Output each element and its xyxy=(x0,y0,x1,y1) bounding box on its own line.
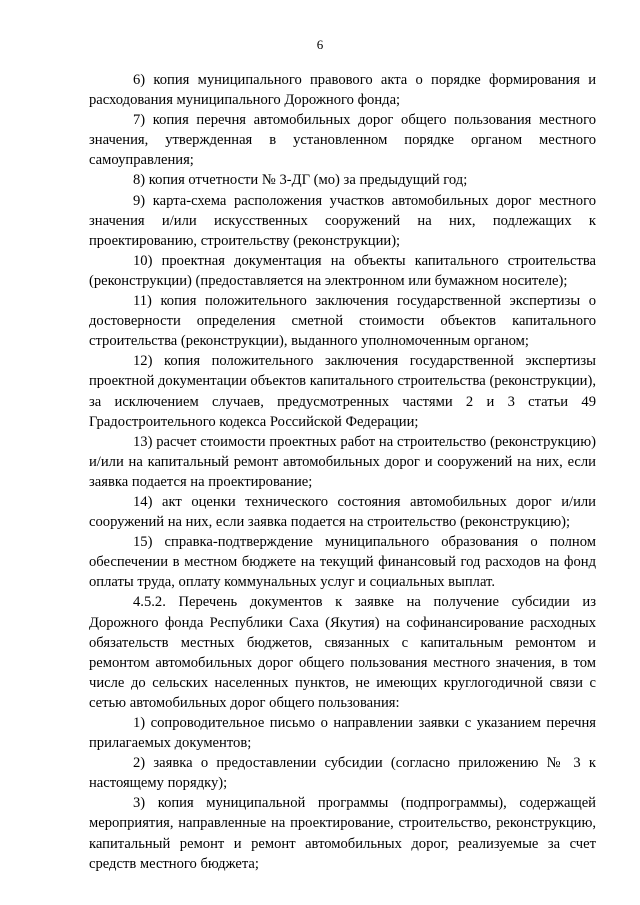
list-item: 14) акт оценки технического состояния автомобильных дорог и/или сооружений на них, если заявка подается на строительство (реконструкцию); xyxy=(89,493,596,531)
list-item: 7) копия перечня автомобильных дорог общего пользования местного значения, утвержденная в установленном порядке органом местного самоуправления; xyxy=(89,112,596,169)
list-item: 2) заявка о предоставлении субсидии (согласно приложению № 3 к настоящему порядку); xyxy=(89,755,596,792)
list-item: 11) копия положительного заключения государственной экспертизы о достоверности определения сметной стоимости объектов капитального строительства (реконструкции), выданного уполномоченным органом; xyxy=(89,293,596,350)
list-item: 6) копия муниципального правового акта о порядке формирования и расходования муниципального Дорожного фонда; xyxy=(89,72,596,109)
section-paragraph: 4.5.2. Перечень документов к заявке на получение субсидии из Дорожного фонда Республики Саха (Якутия) на софинансирование расходных обязательств местных бюджетов, связанных с капитальным ремонтом и ремонтом автомобильных дорог общего пользования местного значения, в том числе до сельских населенных пунктов, не имеющих круглогодичной связи с сетью автомобильных дорог общего пользования: xyxy=(89,594,596,711)
document-body xyxy=(89,70,596,874)
list-item: 1) сопроводительное письмо о направлении заявки с указанием перечня прилагаемых документов; xyxy=(89,715,596,752)
list-item: 12) копия положительного заключения государственной экспертизы проектной документации объектов капитального строительства (реконструкции), за исключением случаев, предусмотренных частями 2 и 3 статьи 49 Градостроительного кодекса Российской Федерации; xyxy=(89,353,596,430)
list-item: 15) справка-подтверждение муниципального образования о полном обеспечении в местном бюджете на текущий финансовый год расходов на фонд оплаты труда, оплату коммунальных услуг и социальных выплат. xyxy=(89,534,596,591)
list-item: 8) копия отчетности № 3-ДГ (мо) за предыдущий год; xyxy=(133,172,468,189)
list-item: 10) проектная документация на объекты капитального строительства (реконструкции) (предоставляется на электронном или бумажном носителе); xyxy=(89,252,596,289)
list-item: 13) расчет стоимости проектных работ на строительство (реконструкцию) и/или на капитальный ремонт автомобильных дорог и сооружений на них, если заявка подается на проектирование; xyxy=(89,433,596,490)
list-item: 9) карта-схема расположения участков автомобильных дорог местного значения и/или искусственных сооружений на них, подлежащих к проектированию, строительству (реконструкции); xyxy=(89,192,596,249)
list-item: 3) копия муниципальной программы (подпрограммы), содержащей мероприятия, направленные на проектирование, строительство, реконструкцию, капитальный ремонт и ремонт автомобильных дорог, реализуемые за счет средств местного бюджета; xyxy=(89,795,596,872)
page-number: 6 xyxy=(316,37,324,52)
